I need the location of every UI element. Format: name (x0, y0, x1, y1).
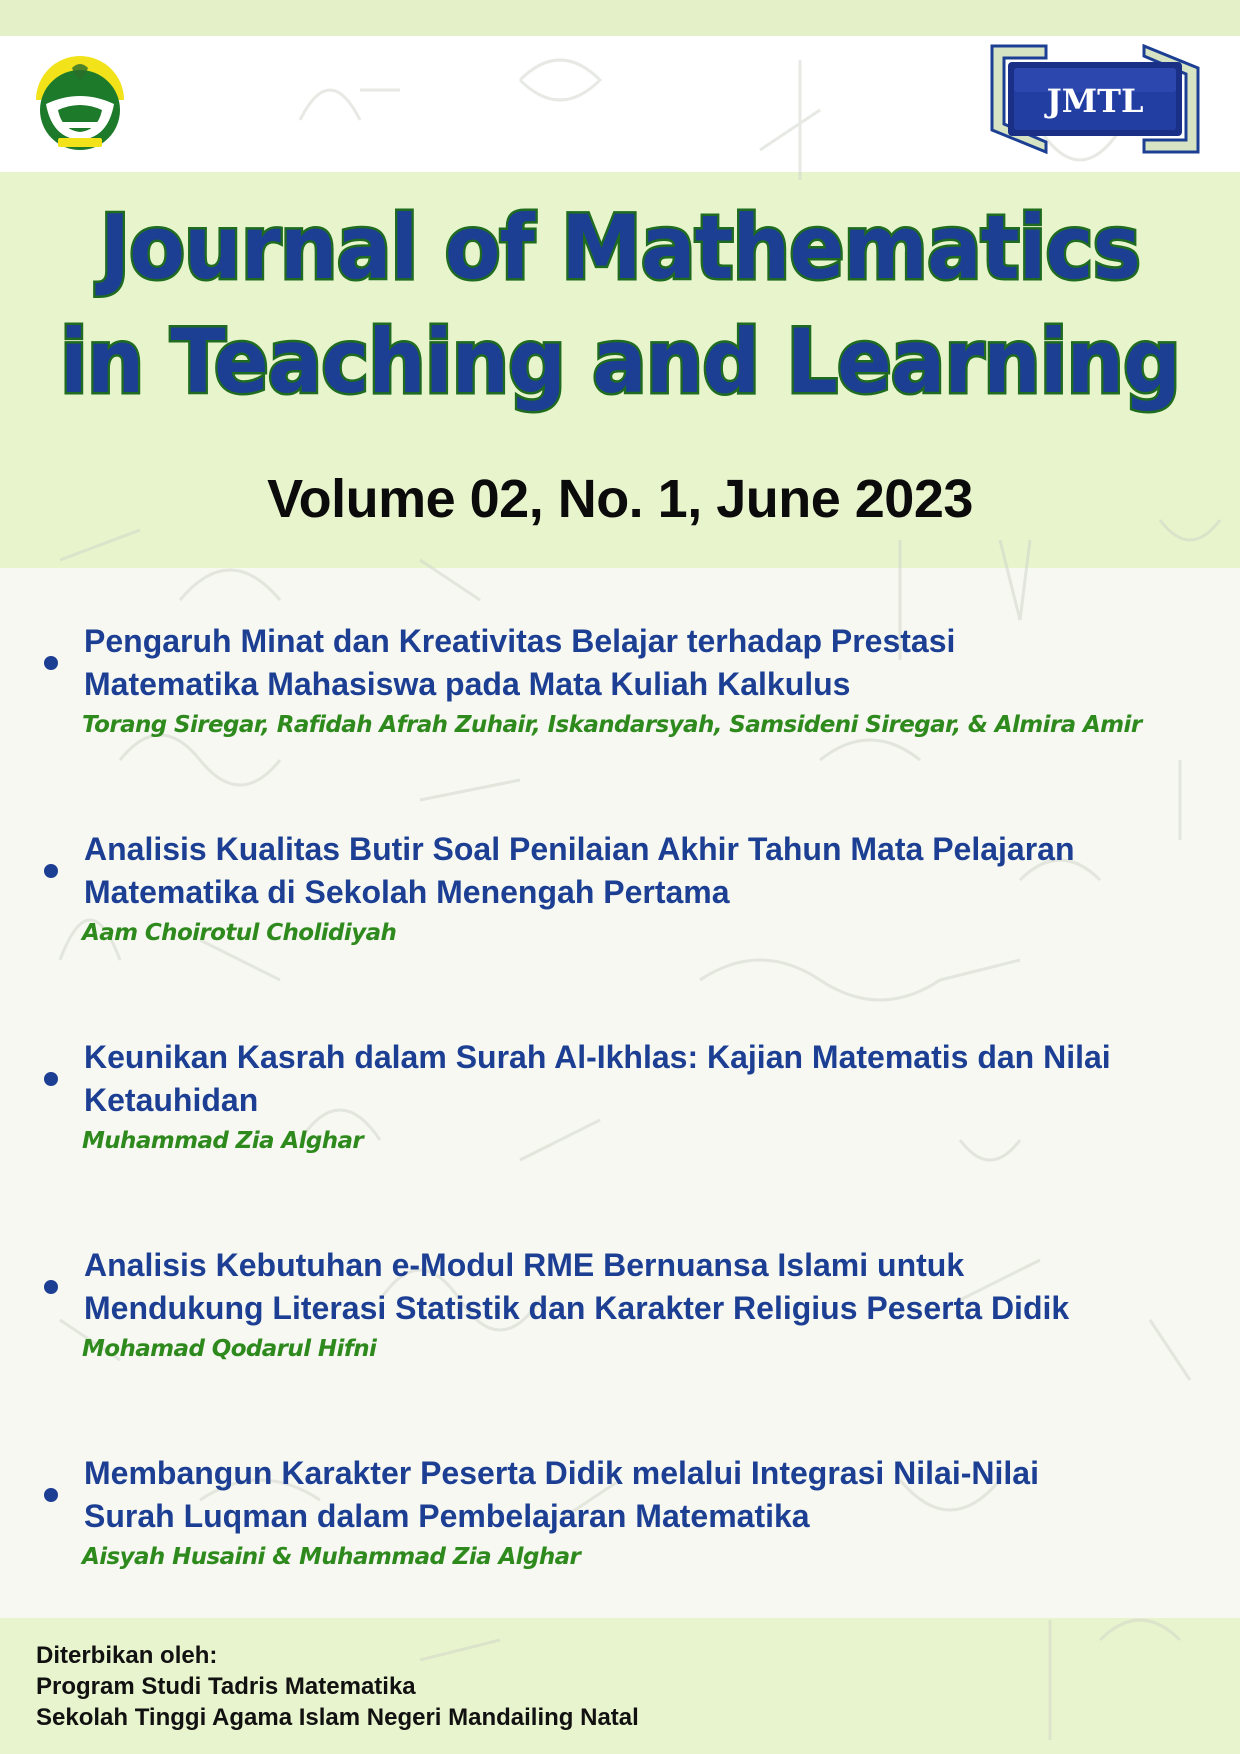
article-title[interactable] (84, 1244, 1224, 1330)
bullet-icon (44, 1280, 58, 1294)
article-authors: Torang Siregar, Rafidah Afrah Zuhair, Iskandarsyah, Samsideni Siregar, & Almira Amir (82, 712, 1142, 738)
article-title[interactable] (84, 1452, 1224, 1538)
publisher-label: Diterbikan oleh: (36, 1642, 218, 1669)
article-authors: Mohamad Qodarul Hifni (82, 1336, 377, 1362)
jmtl-badge-icon (986, 44, 1204, 154)
article-title-line: Pengaruh Minat dan Kreativitas Belajar terhadap Prestasi (84, 623, 956, 659)
article-authors: Aam Choirotul Cholidiyah (82, 920, 397, 946)
jmtl-badge-label: JMTL (1046, 82, 1144, 120)
article-title[interactable] (84, 828, 1224, 914)
article-title-line: Membangun Karakter Peserta Didik melalui Integrasi Nilai-Nilai (84, 1455, 1039, 1491)
publisher-program: Program Studi Tadris Matematika (36, 1673, 416, 1700)
journal-title (0, 190, 1240, 450)
article-title[interactable] (84, 1036, 1224, 1122)
article-title-line: Ketauhidan (84, 1082, 259, 1118)
bullet-icon (44, 1072, 58, 1086)
article-title-line: Analisis Kualitas Butir Soal Penilaian Akhir Tahun Mata Pelajaran (84, 831, 1075, 867)
title-line-2: in Teaching and Learning (60, 310, 1180, 413)
stain-madina-logo-icon (28, 52, 132, 152)
volume-info: Volume 02, No. 1, June 2023 (267, 469, 973, 529)
article-title[interactable] (84, 620, 1224, 706)
article-title-line: Mendukung Literasi Statistik dan Karakter Religius Peserta Didik (84, 1290, 1070, 1326)
article-title-line: Keunikan Kasrah dalam Surah Al-Ikhlas: Kajian Matematis dan Nilai (84, 1039, 1111, 1075)
publisher-institution: Sekolah Tinggi Agama Islam Negeri Mandailing Natal (36, 1704, 639, 1731)
bullet-icon (44, 1488, 58, 1502)
publisher-info (36, 1640, 1036, 1733)
bullet-icon (44, 864, 58, 878)
article-title-line: Matematika Mahasiswa pada Mata Kuliah Kalkulus (84, 666, 851, 702)
article-title-line: Surah Luqman dalam Pembelajaran Matematika (84, 1498, 810, 1534)
article-authors: Aisyah Husaini & Muhammad Zia Alghar (82, 1544, 581, 1570)
article-title-line: Matematika di Sekolah Menengah Pertama (84, 874, 730, 910)
article-authors: Muhammad Zia Alghar (82, 1128, 364, 1154)
article-title-line: Analisis Kebutuhan e-Modul RME Bernuansa Islami untuk (84, 1247, 965, 1283)
title-line-1: Journal of Mathematics (95, 196, 1140, 299)
bullet-icon (44, 656, 58, 670)
